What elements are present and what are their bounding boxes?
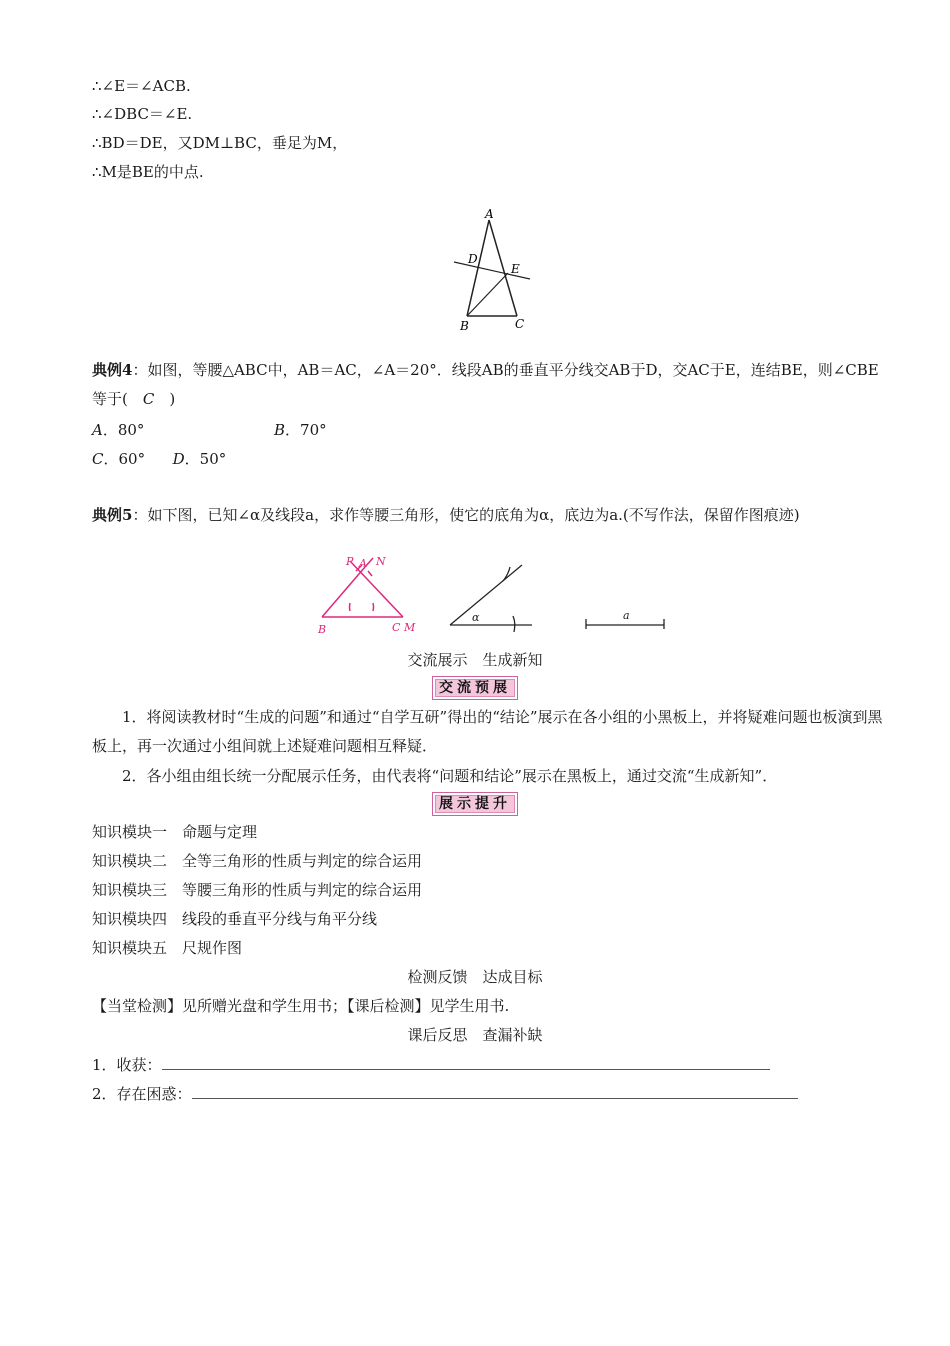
example4-answer: C — [142, 390, 155, 408]
fig2-label-N: N — [376, 555, 386, 568]
label-D: D — [468, 252, 478, 266]
option-c-letter: C — [92, 450, 104, 468]
harvest-label: 1．收获： — [92, 1056, 162, 1074]
example4-label: 典例4 — [92, 361, 133, 379]
option-b-text: ．70° — [285, 421, 327, 439]
label-E: E — [511, 262, 520, 276]
reflection-confusion — [92, 1084, 798, 1104]
option-a-letter: A — [92, 421, 103, 439]
module-3: 知识模块三 等腰三角形的性质与判定的综合运用 — [92, 881, 423, 899]
fig2-label-P: P — [346, 555, 354, 568]
triangle-figure — [440, 200, 550, 340]
example4-options-row1 — [92, 420, 327, 440]
module-2: 知识模块二 全等三角形的性质与判定的综合运用 — [92, 852, 423, 870]
module-1: 知识模块一 命题与定理 — [92, 823, 258, 841]
fig2-label-B: B — [318, 623, 327, 636]
section2-badge: 展示提升 — [432, 792, 518, 816]
section3-text: 【当堂检测】见所赠光盘和学生用书；【课后检测】见学生用书. — [92, 997, 510, 1015]
section2-badge-wrap — [0, 792, 950, 816]
section4-title: 课后反思 查漏补缺 — [407, 1026, 543, 1044]
label-A: A — [485, 207, 494, 221]
confusion-blank[interactable] — [192, 1084, 798, 1099]
fig2-label-a: a — [623, 609, 630, 622]
fig2-label-C: C — [392, 621, 401, 634]
reflection-harvest — [92, 1055, 770, 1075]
option-d-letter: D — [172, 450, 185, 468]
fig2-label-M: M — [404, 621, 416, 634]
option-b-letter: B — [274, 421, 286, 439]
section1-badge-wrap — [0, 676, 950, 700]
example4-close: ) — [169, 390, 176, 408]
proof-line-1: ∴∠E＝∠ACB. — [92, 77, 191, 95]
section1-title: 交流展示 生成新知 — [407, 651, 543, 669]
fig2-label-A: A — [359, 557, 367, 570]
option-d-text: ．50° — [184, 450, 227, 468]
example5-question — [92, 501, 892, 530]
section3-title: 检测反馈 达成目标 — [407, 968, 543, 986]
section1-badge: 交流预展 — [432, 676, 518, 700]
example4-text: ：如图，等腰△ABC中，AB＝AC，∠A＝20°．线段AB的垂直平分线交AB于D，交AC于E，连结BE，则∠CBE等于( — [92, 361, 879, 408]
proof-line-4: ∴M是BE的中点. — [92, 163, 204, 181]
example4-question — [92, 356, 892, 414]
section1-item-1: 1．将阅读教材时“生成的问题”和通过“自学互研”得出的“结论”展示在各小组的小黑板上，并将疑难问题也板演到黑板上，再一次通过小组间就上述疑难问题相互释疑． — [92, 708, 883, 755]
fig2-label-alpha: α — [472, 611, 480, 624]
label-B: B — [460, 319, 469, 333]
construction-figure — [310, 553, 680, 638]
proof-line-3: ∴BD＝DE，又DM⊥BC，垂足为M， — [92, 134, 348, 152]
harvest-blank[interactable] — [162, 1055, 770, 1070]
example5-label: 典例5 — [92, 506, 133, 524]
module-4: 知识模块四 线段的垂直平分线与角平分线 — [92, 910, 378, 928]
proof-line-2: ∴∠DBC＝∠E. — [92, 105, 193, 123]
label-C: C — [515, 317, 525, 331]
option-a-text: ．80° — [102, 421, 145, 439]
confusion-label: 2．存在困惑： — [92, 1085, 192, 1103]
example5-text: ：如下图，已知∠α及线段a，求作等腰三角形，使它的底角为α，底边为a.(不写作法，保留作图痕迹) — [132, 506, 800, 524]
module-5: 知识模块五 尺规作图 — [92, 939, 243, 957]
example4-options-row2 — [92, 449, 226, 469]
option-c-text: ．60° — [103, 450, 146, 468]
section1-item-2: 2．各小组由组长统一分配展示任务，由代表将“问题和结论”展示在黑板上，通过交流“生成新知”． — [122, 767, 778, 785]
